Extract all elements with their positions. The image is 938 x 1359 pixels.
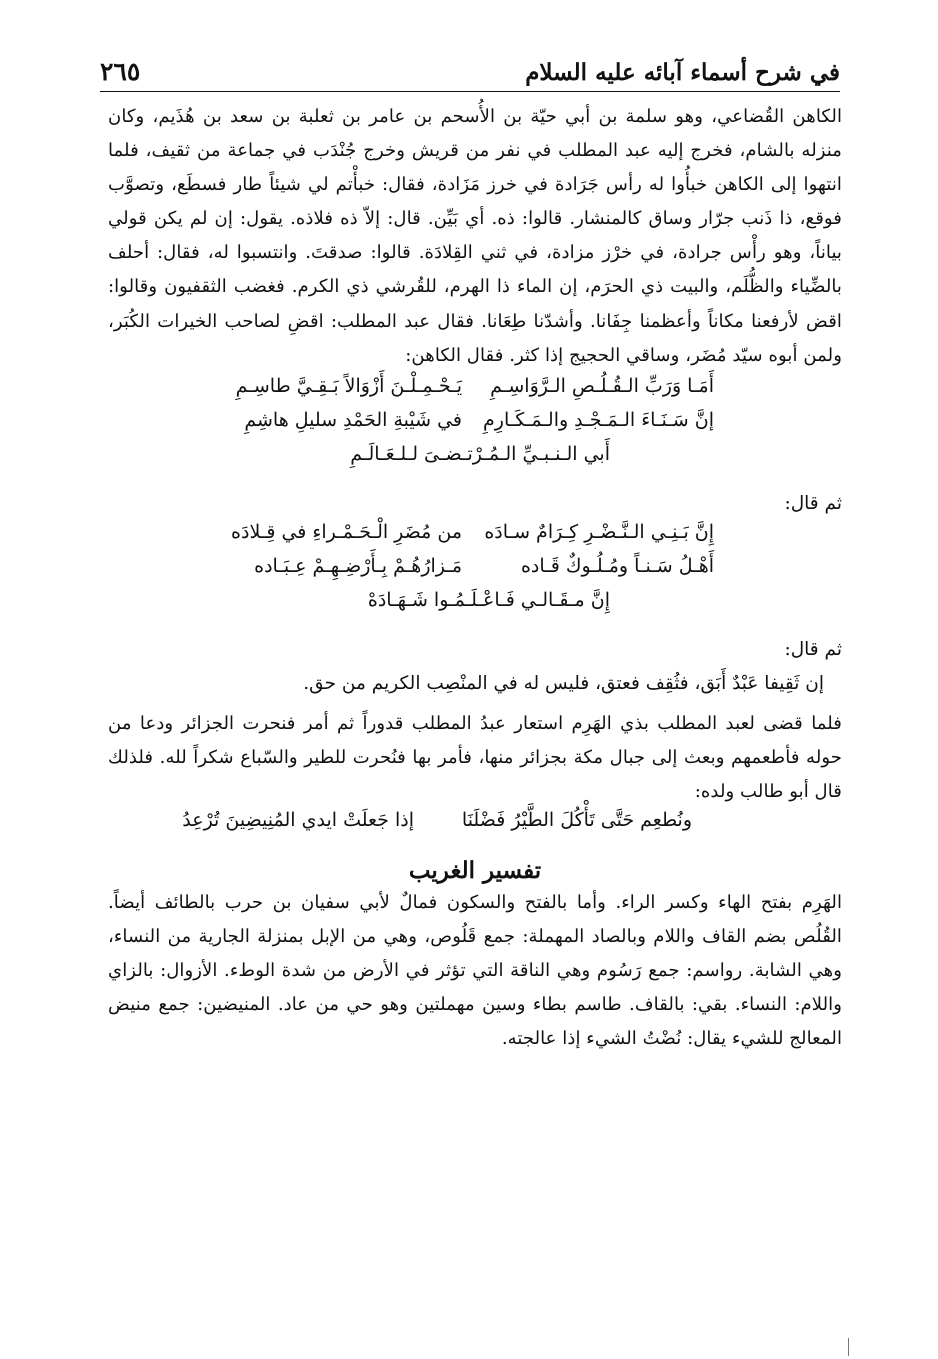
verse-line xyxy=(108,443,842,477)
verse-line xyxy=(108,521,842,555)
hemistich-right: أَهْـلُ سَـنـاً ومُـلُـوكٌ قَـاده xyxy=(520,554,714,577)
hemistich-right: إِنَّ بَـنِـي الـنَّـضْـرِ كِـرَامٌ سـادَه xyxy=(484,520,714,543)
then-said-label: ثم قال: xyxy=(784,638,842,660)
section-heading: تفسير الغريب xyxy=(408,857,542,885)
verse-abu-talib xyxy=(108,809,842,843)
poem-first xyxy=(108,375,842,477)
then-said-label: ثم قال: xyxy=(784,492,842,514)
thaqif-saying: إن ثَقِيفا عَبْدٌ أَبَق، فثُقِف فعتق، فليس له في المنْصِب الكريم من حق. xyxy=(303,672,824,694)
verse-line xyxy=(108,589,842,623)
hemistich-left: من مُضَرِ الْـحَـمْـراءِ في قِـلادَه xyxy=(231,520,462,543)
poem-second xyxy=(108,521,842,623)
verse-line xyxy=(108,555,842,589)
hemistich-single: إِنَّ مـقَـالـي فَـاعْـلَـمُـوا شَـهَـادَهْ xyxy=(367,588,610,611)
verse-line xyxy=(108,409,842,443)
page-header xyxy=(100,42,840,86)
header-rule xyxy=(100,91,840,92)
hemistich-right: ونُطعِم حَتَّى تَأْكُلَ الطَّيْرُ فَضْلَنَا xyxy=(461,809,692,832)
running-title: في شرح أسماء آبائه عليه السلام xyxy=(525,59,840,86)
hemistich-right: إنَّ سَـنَـاءَ الـمَـجْـدِ والـمَـكَـارِمِ xyxy=(483,408,714,431)
hemistich-left: مَـزارُهُـمْ بِـأَرْضِـهِـمْ عِـبَـاده xyxy=(254,554,462,577)
hemistich-left: يَـحْـمِـلْـنَ أَزْوَالاً بَـقِـيَّ طاسِـمِ xyxy=(235,374,462,397)
paragraph-kahin-story: الكاهن القُضاعي، وهو سلمة بن أبي حيّة بن الأُسحم بن عامر بن ثعلبة بن سعد بن هُذَيم، وكان منزله بالشام، فخرج إليه عبد المطلب في نفر من قريش وخرج جُنْدَب في جماعة من ثقيف، فلما انتهوا إلى الكاهن خبأُوا له رأس جَرَادة في خرز مَزَادة، فقال: خبأْتم لي شيئاً طار فسطَع، وتصوَّب فوقع، ذا ذَنب جرّار وساق كالمنشار. قالوا: ذه. أي بَيِّن. قال: إلاّ ذه فلاذه. يقول: إن لم يكن قولي بياناً، وهو رأْس جرادة، في خرْز مزادة، في ثني القِلادَة. قالوا: صدقتَ. وانتسبوا له، فقال: أحلف بالضِّياء والظُّلَم، والبيت ذي الحرَم، إن الماء ذا الهرم، للقُرشي ذي الكرم. فغضب الثقفيون وقالوا: اقض لأرفعنا مكاناً وأعظمنا جِفَانا. وأشدّنا طِعَانا. فقال عبد المطلب: اقضِ لصاحب الخيرات الكُبَر، ولمن أبوه سيّد مُضَر، وساقي الحجيج إذا كثر. فقال الكاهن: xyxy=(108,106,842,366)
hemistich-left: إذا جَعلَتْ ايدي المُنِيضِينَ تُرْعِدُ xyxy=(182,809,414,832)
margin-mark xyxy=(848,1338,849,1356)
verse-line xyxy=(108,375,842,409)
paragraph-slaughter: فلما قضى لعبد المطلب بذي الهَرِم استعار عبدُ المطلب قدوراً ثم أمر فنحرت الجزائر ودعا من حوله فأطعمهم وبعث إلى جبال مكة بجزائر منها، فأمر بها فنُحرت للطير والسّباع شكراً لله. فلذلك قال أبو طالب ولده: xyxy=(108,712,842,802)
hemistich-right: أَمَـا وَرَبِّ الـقُـلُـصِ الـرَّوَاسِـمِ xyxy=(490,374,714,397)
hemistich-left: في شَيْبةِ الحَمْدِ سليلِ هاشِمِ xyxy=(244,408,462,431)
paragraph-glossary: الهَرِم بفتح الهاء وكسر الراء. وأما بالفتح والسكون فمالٌ لأبي سفيان بن حرب بالطائف أيضاً. القُلُص بضم القاف واللام وبالصاد المهملة: جمع قَلُوص، وهي من الإبل بمنزلة الجارية من النساء، وهي الشابة. رواسم: جمع رَسُوم وهي الناقة التي تؤثر في الأرض من شدة الوطء. الأزوال: بالزاي واللام: النساء. بقي: بالقاف. طاسم بطاء وسين مهملتين وهو حي من عاد. المنيضين: جمع منيض المعالج للشيء يقال: نُضْتُ الشيء إذا عالجته. xyxy=(108,892,842,1050)
page-body xyxy=(108,100,842,1057)
hemistich-single: أَبي الـنـبـيِّ الـمُـرْتـضـىَ لـلـعَـالَـمِ xyxy=(350,442,610,465)
page-number: ٢٦٥ xyxy=(100,57,141,86)
